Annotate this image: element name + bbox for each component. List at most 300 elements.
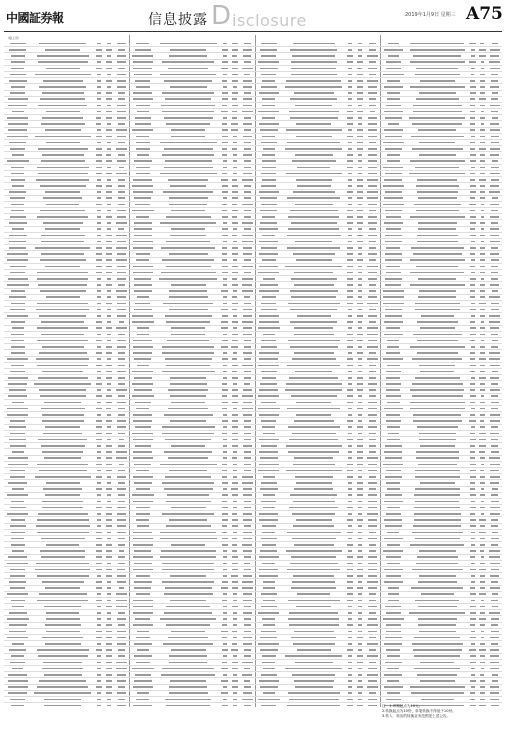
table-cell-text	[347, 556, 352, 558]
table-cell-text	[97, 668, 102, 670]
table-cell-text	[357, 216, 363, 218]
table-cell-text	[132, 395, 153, 397]
table-cell-text	[243, 389, 252, 391]
table-cell-text	[117, 55, 125, 57]
table-cell-text	[418, 606, 457, 608]
table-cell-text	[418, 624, 456, 626]
table-cell-text	[135, 402, 151, 404]
table-cell-text	[38, 439, 87, 441]
table-cell-text	[12, 154, 24, 156]
table-cell-text	[97, 445, 101, 447]
table-cell-text	[287, 705, 340, 707]
table-cell-text	[12, 451, 24, 453]
table-cell-text	[134, 377, 152, 379]
table-cell-text	[232, 402, 239, 404]
table-cell-text	[106, 266, 111, 268]
table-cell-text	[385, 235, 402, 237]
table-cell-text	[163, 191, 213, 193]
table-cell-text	[232, 334, 238, 336]
table-cell-text	[169, 55, 207, 57]
table-cell-text	[107, 210, 111, 212]
table-cell-text	[136, 105, 149, 107]
table-cell-text	[134, 587, 151, 589]
table-cell-text	[107, 618, 111, 620]
table-cell-text	[96, 544, 101, 546]
table-cell-text	[358, 365, 362, 367]
table-cell-text	[116, 222, 126, 224]
table-cell-text	[106, 371, 113, 373]
table-cell-text	[358, 358, 362, 360]
table-cell-text	[164, 593, 213, 595]
table-cell-text	[347, 476, 353, 478]
table-cell-text	[292, 358, 336, 360]
table-cell-text	[347, 439, 353, 441]
table-cell-text	[471, 674, 475, 676]
table-cell-text	[385, 637, 403, 639]
table-cell-text	[470, 123, 475, 125]
table-cell-text	[348, 197, 352, 199]
table-cell-text	[34, 692, 91, 694]
table-cell-text	[386, 420, 401, 422]
table-cell-text	[293, 191, 335, 193]
table-cell-text	[480, 414, 485, 416]
table-cell-text	[222, 513, 228, 515]
table-cell-text	[233, 600, 237, 602]
table-cell-text	[347, 303, 353, 305]
table-cell-text	[387, 668, 399, 670]
table-cell-text	[106, 191, 111, 193]
table-cell-text	[11, 55, 25, 57]
table-cell-text	[259, 321, 279, 323]
table-cell-text	[136, 136, 149, 138]
table-cell-text	[96, 266, 103, 268]
table-cell-text	[368, 185, 376, 187]
table-cell-text	[369, 662, 377, 664]
table-cell-text	[290, 49, 337, 51]
table-cell-text	[118, 142, 125, 144]
table-cell-text	[383, 142, 403, 144]
table-cell-text	[97, 674, 102, 676]
table-cell-text	[369, 637, 375, 639]
table-cell-text	[369, 142, 377, 144]
table-cell-text	[369, 241, 375, 243]
table-cell-text	[170, 680, 206, 682]
table-cell-text	[471, 74, 475, 76]
table-cell-text	[261, 606, 277, 608]
table-cell-text	[347, 136, 353, 138]
table-cell-text	[10, 148, 25, 150]
table-cell-text	[348, 501, 353, 503]
table-cell-text	[296, 179, 332, 181]
table-cell-text	[357, 482, 363, 484]
table-cell-text	[385, 476, 402, 478]
table-cell-text	[481, 488, 485, 490]
table-cell-text	[348, 631, 353, 633]
table-cell-text	[384, 179, 402, 181]
table-cell-text	[415, 470, 460, 472]
table-cell-text	[132, 321, 154, 323]
table-cell-text	[222, 494, 228, 496]
table-cell-text	[223, 160, 227, 162]
table-cell-text	[480, 80, 485, 82]
table-cell-text	[222, 420, 228, 422]
table-cell-text	[262, 259, 276, 261]
table-cell-text	[490, 241, 500, 243]
table-cell-text	[97, 377, 101, 379]
table-cell-text	[470, 334, 476, 336]
table-cell-text	[134, 563, 152, 565]
table-cell-text	[162, 154, 214, 156]
table-cell-text	[480, 563, 485, 565]
table-cell-text	[232, 204, 237, 206]
table-cell-text	[491, 451, 499, 453]
table-cell-text	[233, 507, 237, 509]
table-cell-text	[161, 550, 216, 552]
table-cell-text	[260, 488, 278, 490]
table-cell-text	[223, 457, 227, 459]
table-cell-text	[384, 408, 404, 410]
table-cell-text	[348, 241, 352, 243]
table-cell-text	[9, 142, 26, 144]
table-cell-text	[292, 513, 335, 515]
table-cell-text	[232, 296, 237, 298]
fund-table	[4, 35, 502, 707]
table-cell-text	[479, 358, 486, 360]
table-cell-text	[491, 136, 499, 138]
table-cell-text	[117, 426, 125, 428]
table-cell-text	[233, 352, 237, 354]
table-cell-text	[479, 303, 485, 305]
table-cell-text	[231, 575, 238, 577]
table-cell-text	[414, 204, 462, 206]
table-cell-text	[244, 296, 250, 298]
table-cell-text	[133, 569, 153, 571]
table-cell-text	[387, 160, 399, 162]
table-cell-text	[347, 395, 353, 397]
table-cell-text	[170, 600, 206, 602]
table-cell-text	[490, 587, 500, 589]
table-cell-text	[357, 222, 363, 224]
table-cell-text	[169, 470, 207, 472]
table-cell-text	[137, 365, 149, 367]
table-cell-text	[221, 631, 228, 633]
table-cell-text	[347, 587, 353, 589]
table-cell-text	[106, 80, 113, 82]
table-cell-text	[43, 222, 83, 224]
table-cell-text	[96, 136, 102, 138]
table-cell-text	[136, 507, 149, 509]
table-cell-text	[133, 538, 153, 540]
table-cell-text	[222, 600, 227, 602]
table-cell-text	[369, 600, 376, 602]
table-cell-text	[160, 43, 217, 45]
table-cell-text	[37, 600, 88, 602]
table-cell-text	[258, 470, 279, 472]
table-cell-text	[134, 309, 152, 311]
table-cell-text	[420, 680, 455, 682]
table-cell-text	[233, 228, 237, 230]
table-cell-text	[9, 581, 26, 583]
table-cell-text	[348, 204, 353, 206]
table-cell-text	[38, 284, 87, 286]
table-cell-text	[117, 581, 125, 583]
table-cell-text	[348, 49, 352, 51]
table-cell-text	[470, 98, 476, 100]
table-cell-text	[10, 587, 25, 589]
table-cell-text	[387, 426, 401, 428]
table-cell-text	[368, 569, 378, 571]
table-cell-text	[116, 451, 127, 453]
table-cell-text	[386, 216, 401, 218]
table-cell-text	[386, 699, 400, 701]
table-cell-text	[232, 631, 237, 633]
table-cell-text	[107, 123, 111, 125]
table-cell-text	[490, 414, 500, 416]
table-cell-text	[348, 692, 353, 694]
table-cell-text	[294, 420, 334, 422]
table-cell-text	[7, 593, 28, 595]
table-cell-text	[411, 587, 463, 589]
table-cell-text	[413, 111, 462, 113]
table-cell-text	[232, 395, 239, 397]
table-cell-text	[132, 129, 153, 131]
table-cell-text	[358, 476, 362, 478]
table-cell-text	[96, 550, 101, 552]
table-cell-text	[118, 494, 125, 496]
table-cell-text	[358, 105, 362, 107]
table-cell-text	[387, 92, 399, 94]
table-cell-text	[357, 377, 364, 379]
table-cell-text	[479, 445, 485, 447]
table-cell-text	[479, 433, 485, 435]
table-cell-text	[117, 210, 127, 212]
table-cell-text	[116, 662, 127, 664]
table-cell-text	[386, 352, 400, 354]
table-cell-text	[292, 538, 336, 540]
table-cell-text	[479, 519, 485, 521]
table-cell-text	[491, 80, 498, 82]
table-cell-text	[242, 365, 252, 367]
table-cell-text	[133, 476, 153, 478]
table-cell-text	[40, 395, 86, 397]
table-cell-text	[107, 228, 112, 230]
table-cell-text	[261, 631, 276, 633]
table-cell-text	[385, 191, 402, 193]
table-cell-text	[106, 513, 112, 515]
table-cell-text	[471, 136, 475, 138]
table-cell-text	[491, 272, 497, 274]
table-cell-text	[222, 148, 227, 150]
table-cell-text	[222, 358, 229, 360]
table-cell-text	[369, 593, 376, 595]
table-cell-text	[106, 451, 112, 453]
table-cell-text	[470, 365, 476, 367]
table-cell-text	[42, 507, 83, 509]
table-cell-text	[470, 247, 476, 249]
table-cell-text	[118, 197, 125, 199]
table-cell-text	[7, 160, 29, 162]
table-cell-text	[480, 692, 484, 694]
table-cell-text	[470, 235, 476, 237]
table-cell-text	[37, 519, 89, 521]
table-cell-text	[232, 55, 237, 57]
table-cell-text	[480, 167, 485, 169]
table-cell-text	[492, 371, 498, 373]
table-cell-text	[244, 142, 252, 144]
table-cell-text	[233, 705, 238, 707]
table-cell-text	[244, 618, 251, 620]
table-cell-text	[117, 346, 125, 348]
table-cell-text	[357, 426, 363, 428]
table-cell-text	[233, 464, 237, 466]
table-column-2	[129, 35, 256, 707]
table-cell-text	[117, 692, 125, 694]
table-cell-text	[417, 321, 457, 323]
table-cell-text	[117, 105, 125, 107]
table-cell-text	[491, 383, 498, 385]
table-column-3	[255, 35, 381, 707]
table-cell-text	[107, 612, 111, 614]
table-cell-text	[37, 55, 89, 57]
table-cell-text	[118, 185, 125, 187]
table-cell-text	[232, 563, 238, 565]
table-cell-text	[222, 389, 228, 391]
table-cell-text	[133, 532, 152, 534]
table-cell-text	[39, 315, 86, 317]
table-cell-text	[291, 637, 336, 639]
table-cell-text	[480, 426, 484, 428]
table-cell-text	[169, 296, 208, 298]
table-cell-text	[244, 556, 252, 558]
table-cell-text	[10, 197, 25, 199]
table-cell-text	[491, 408, 498, 410]
table-cell-text	[348, 352, 352, 354]
table-cell-text	[233, 612, 237, 614]
table-cell-text	[222, 525, 227, 527]
table-cell-text	[107, 309, 112, 311]
table-cell-text	[490, 253, 499, 255]
table-cell-text	[222, 80, 227, 82]
table-cell-text	[8, 482, 27, 484]
table-cell-text	[244, 117, 251, 119]
table-cell-text	[244, 210, 251, 212]
table-cell-text	[96, 439, 101, 441]
table-cell-text	[46, 544, 79, 546]
table-cell-text	[410, 284, 465, 286]
table-cell-text	[96, 686, 102, 688]
table-cell-text	[171, 649, 206, 651]
table-cell-text	[480, 680, 484, 682]
table-cell-text	[222, 204, 227, 206]
table-cell-text	[347, 55, 352, 57]
table-cell-text	[97, 228, 101, 230]
table-cell-text	[262, 167, 276, 169]
table-cell-text	[162, 352, 214, 354]
table-cell-text	[35, 569, 90, 571]
table-cell-text	[347, 581, 352, 583]
table-cell-text	[10, 662, 25, 664]
table-cell-text	[232, 445, 238, 447]
table-cell-text	[167, 494, 209, 496]
table-cell-text	[118, 544, 126, 546]
table-cell-text	[133, 457, 153, 459]
table-cell-text	[136, 593, 150, 595]
table-cell-text	[357, 303, 362, 305]
table-cell-text	[419, 575, 455, 577]
table-cell-text	[469, 204, 476, 206]
table-cell-text	[357, 686, 363, 688]
table-cell-text	[244, 303, 250, 305]
table-cell-text	[490, 235, 498, 237]
table-cell-text	[490, 49, 500, 51]
table-cell-text	[368, 383, 377, 385]
table-cell-text	[46, 111, 80, 113]
table-cell-text	[35, 136, 91, 138]
table-cell-text	[118, 228, 124, 230]
table-cell-text	[233, 327, 237, 329]
table-cell-text	[285, 655, 342, 657]
table-cell-text	[244, 470, 251, 472]
table-cell-text	[119, 464, 125, 466]
table-cell-text	[232, 179, 237, 181]
table-cell-text	[11, 600, 25, 602]
table-cell-text	[10, 371, 25, 373]
table-cell-text	[39, 680, 86, 682]
table-cell-text	[106, 259, 112, 261]
table-cell-text	[97, 519, 101, 521]
table-cell-text	[369, 420, 375, 422]
table-cell-text	[386, 414, 400, 416]
table-cell-text	[470, 395, 476, 397]
table-cell-text	[117, 160, 125, 162]
table-cell-text	[117, 303, 126, 305]
table-cell-text	[384, 581, 404, 583]
table-cell-text	[44, 705, 81, 707]
table-cell-text	[286, 129, 342, 131]
table-cell-text	[261, 346, 277, 348]
table-cell-text	[41, 538, 85, 540]
table-cell-text	[222, 476, 227, 478]
table-cell-text	[412, 123, 462, 125]
table-cell-text	[490, 433, 499, 435]
table-cell-text	[136, 86, 151, 88]
table-cell-text	[262, 655, 276, 657]
table-cell-text	[97, 470, 101, 472]
table-cell-text	[470, 371, 475, 373]
table-cell-text	[242, 476, 253, 478]
table-cell-text	[107, 600, 112, 602]
table-cell-text	[358, 600, 363, 602]
table-cell-text	[358, 247, 362, 249]
table-cell-text	[244, 686, 250, 688]
table-cell-text	[348, 309, 352, 311]
table-cell-text	[162, 482, 214, 484]
table-cell-text	[358, 395, 363, 397]
table-cell-text	[490, 513, 500, 515]
table-cell-text	[10, 569, 25, 571]
table-cell-text	[367, 327, 377, 329]
table-cell-text	[369, 352, 377, 354]
table-cell-text	[259, 253, 278, 255]
table-cell-text	[470, 470, 476, 472]
table-cell-text	[348, 371, 353, 373]
table-cell-text	[470, 439, 476, 441]
table-cell-text	[9, 80, 27, 82]
table-cell-text	[11, 210, 24, 212]
table-cell-text	[116, 173, 126, 175]
table-cell-text	[294, 680, 334, 682]
table-cell-text	[107, 383, 112, 385]
